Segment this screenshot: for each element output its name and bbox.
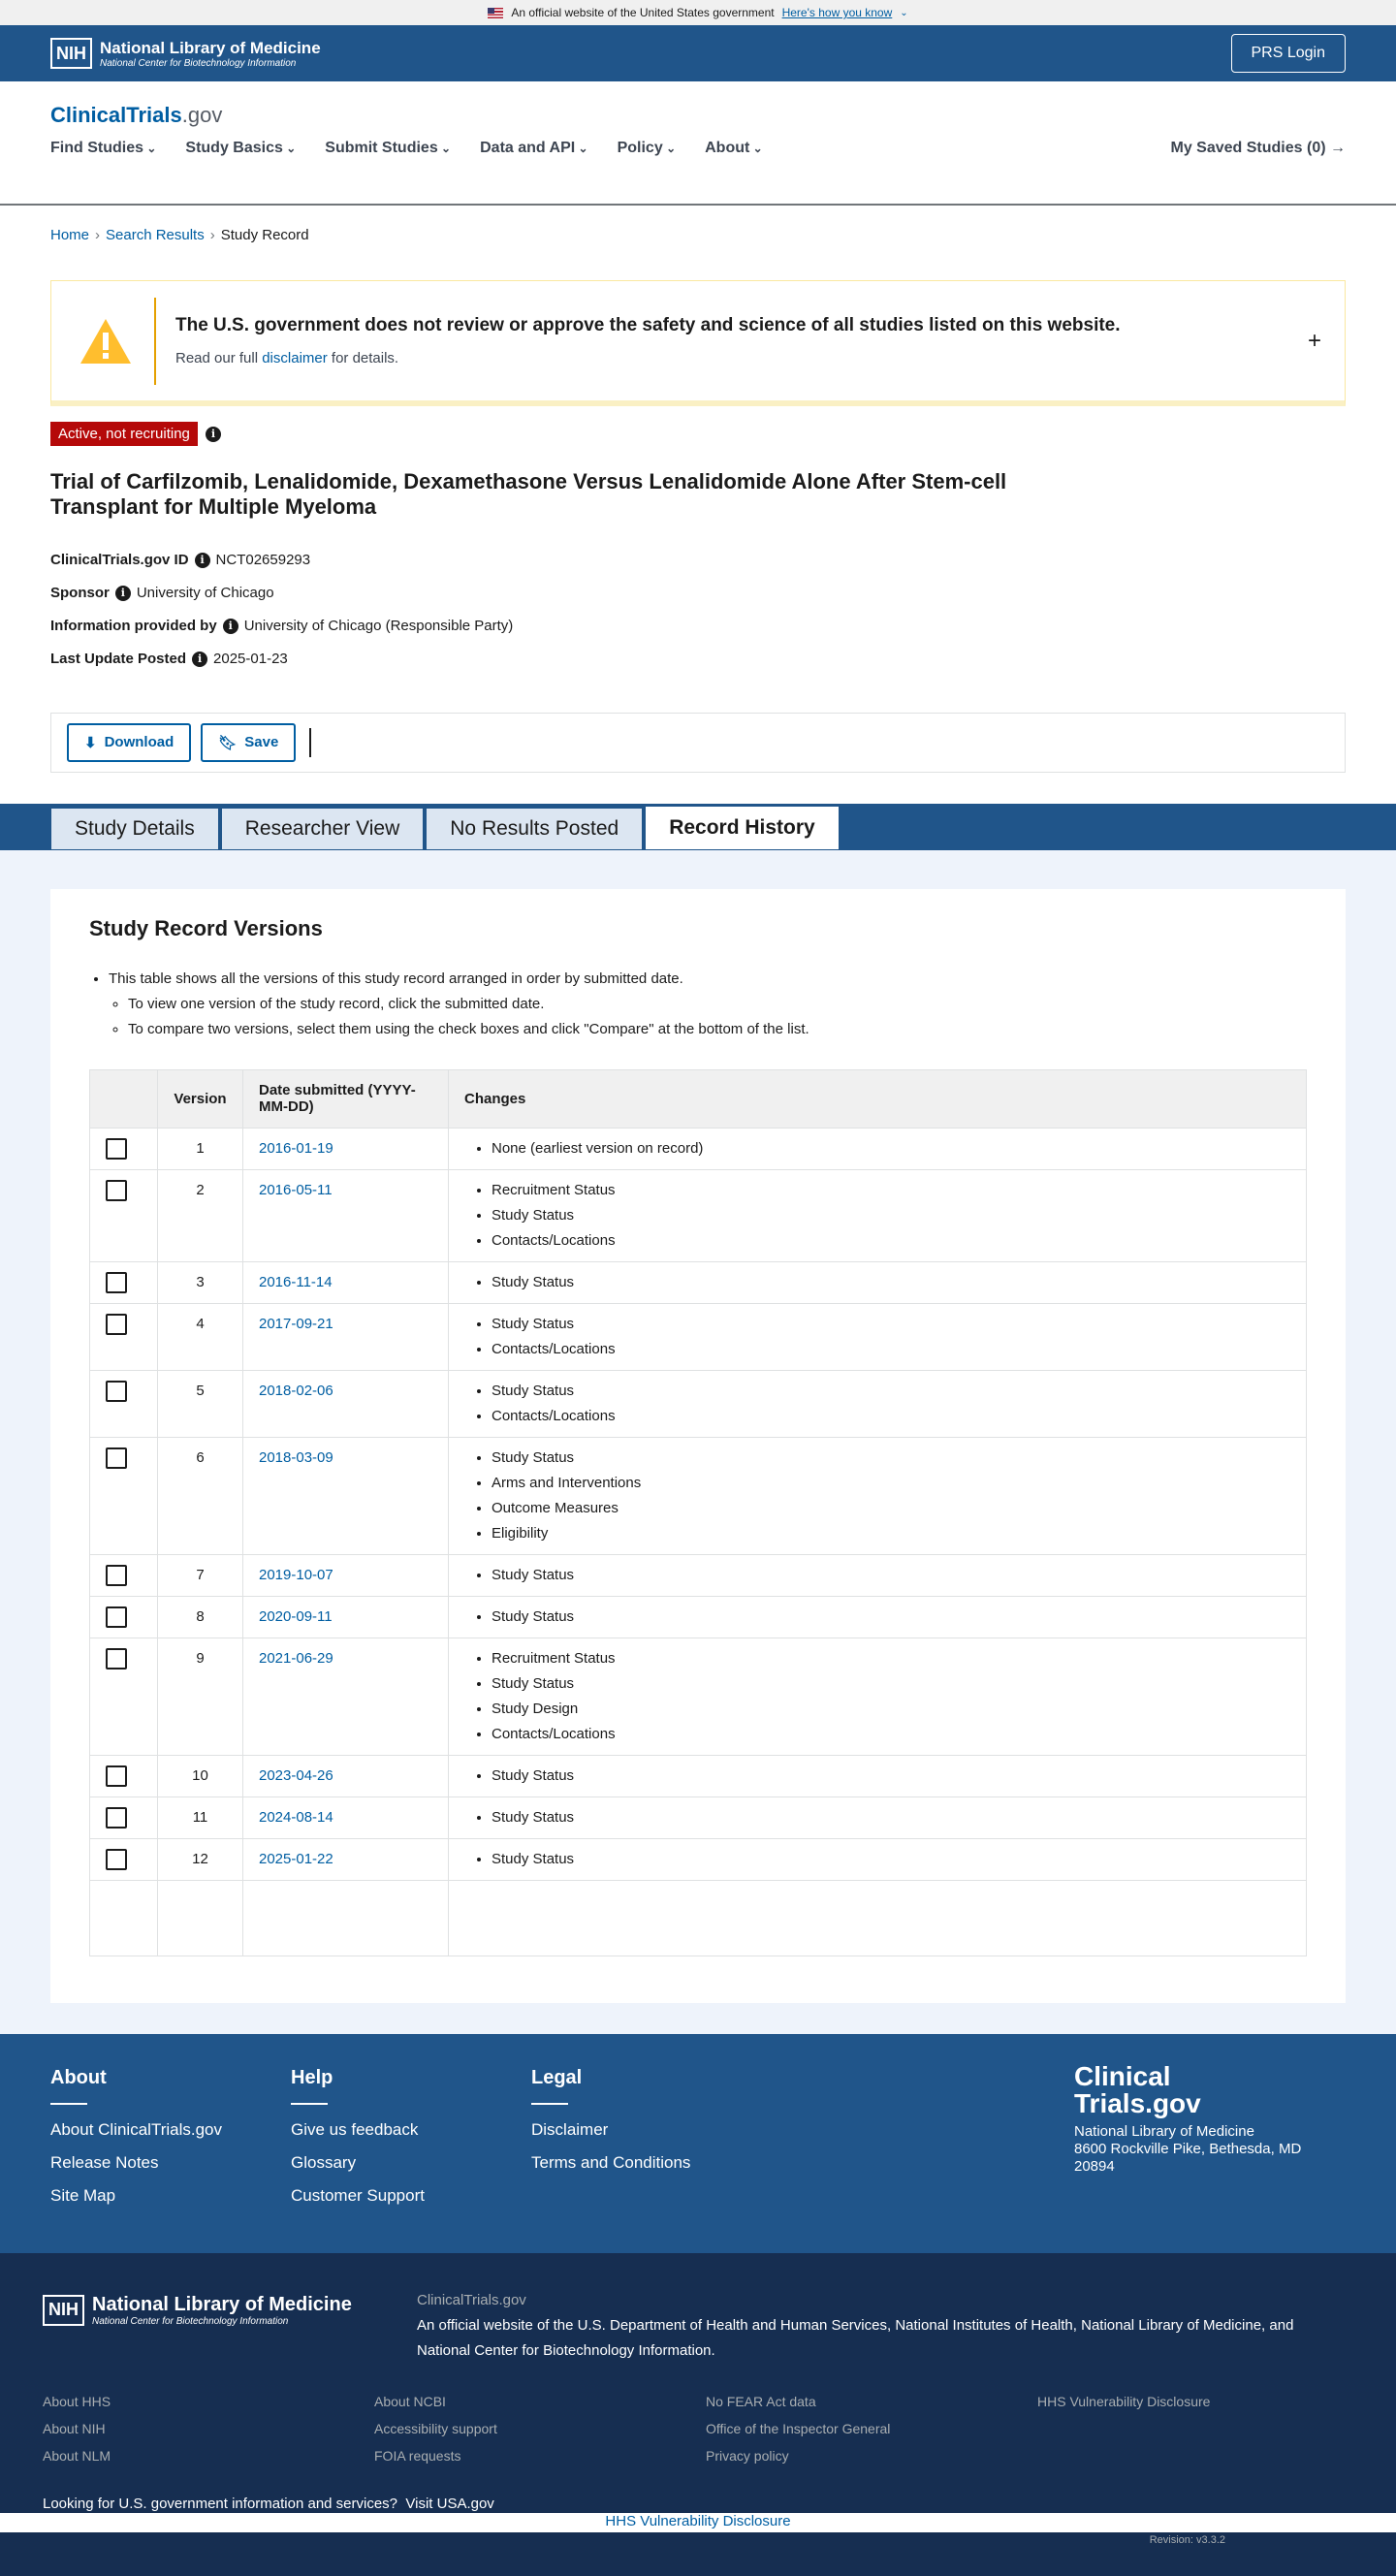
versions-notes xyxy=(89,967,1307,1042)
tabs-bar xyxy=(0,804,1396,850)
nav-about[interactable]: About ⌄ xyxy=(705,140,763,157)
disclaimer-text: Read our full disclaimer for details. xyxy=(175,350,399,366)
change-item: • Study Status xyxy=(492,1379,1290,1404)
version-cell: 10 xyxy=(158,1755,243,1797)
row-select-cell xyxy=(90,1838,158,1880)
hhs-link[interactable]: U.S. Department of Health and Human Services xyxy=(577,2316,887,2334)
footer-link[interactable]: Glossary xyxy=(291,2152,357,2172)
date-cell xyxy=(243,1169,449,1261)
info-icon[interactable]: i xyxy=(223,619,238,634)
changes-cell xyxy=(449,1437,1307,1554)
breadcrumb xyxy=(0,227,1396,243)
version-cell: 3 xyxy=(158,1261,243,1303)
row-select-cell xyxy=(90,1638,158,1755)
versions-table xyxy=(89,1069,1307,1956)
row-select-cell xyxy=(90,1437,158,1554)
table-row xyxy=(90,1128,1307,1169)
date-cell xyxy=(243,1638,449,1755)
tab-researcher-view[interactable]: Researcher View xyxy=(221,808,425,850)
save-label: Save xyxy=(244,734,279,751)
version-date-link[interactable]: 2024-08-14 xyxy=(259,1808,333,1826)
versions-card xyxy=(50,889,1346,2003)
change-item: • Study Status xyxy=(492,1764,1290,1789)
main-nav xyxy=(50,140,1346,157)
row-select-cell xyxy=(90,1169,158,1261)
version-date-link[interactable]: 2018-02-06 xyxy=(259,1382,333,1399)
expand-plus-icon[interactable]: + xyxy=(1307,327,1321,354)
download-icon: ⬇ xyxy=(84,734,97,751)
chevron-down-icon: ⌄ xyxy=(900,7,908,18)
version-cell: 12 xyxy=(158,1838,243,1880)
col-select xyxy=(90,1069,158,1128)
table-row xyxy=(90,1303,1307,1370)
date-cell xyxy=(243,1596,449,1638)
changes-cell xyxy=(449,1169,1307,1261)
divider xyxy=(309,728,311,757)
version-cell: 6 xyxy=(158,1437,243,1554)
last-update-value: 2025-01-23 xyxy=(213,651,288,668)
note-item: • This table shows all the versions of this study record arranged in order by submitted date. xyxy=(109,967,1307,992)
versions-heading: Study Record Versions xyxy=(89,915,323,940)
nlm-name: National Library of Medicine xyxy=(92,2293,352,2315)
download-button[interactable] xyxy=(67,723,191,762)
chevron-right-icon: › xyxy=(209,227,215,243)
study-title: Trial of Carfilzomib, Lenalidomide, Dexamethasone Versus Lenalidomide Alone After Stem-cell Transplant for Multiple Myeloma xyxy=(50,469,1007,520)
version-date-link[interactable]: 2016-11-14 xyxy=(259,1273,333,1290)
footer-help xyxy=(291,2067,425,2219)
changes-cell xyxy=(449,1261,1307,1303)
change-item: • Contacts/Locations xyxy=(492,1722,1290,1747)
row-checkbox[interactable] xyxy=(106,1648,127,1670)
version-date-link[interactable]: 2025-01-22 xyxy=(259,1850,333,1867)
row-checkbox[interactable] xyxy=(106,1180,127,1201)
site-header xyxy=(0,81,1396,206)
version-cell: 2 xyxy=(158,1169,243,1261)
row-select-cell xyxy=(90,1797,158,1838)
nav-submit-studies[interactable]: Submit Studies ⌄ xyxy=(325,140,451,157)
footer-link[interactable]: About ClinicalTrials.gov xyxy=(50,2119,222,2139)
change-item: • Recruitment Status xyxy=(492,1178,1290,1203)
info-provided-label: Information provided by xyxy=(50,618,217,635)
nav-find-studies[interactable]: Find Studies ⌄ xyxy=(50,140,156,157)
row-select-cell xyxy=(90,1755,158,1797)
chevron-right-icon: › xyxy=(95,227,101,243)
table-row xyxy=(90,1755,1307,1797)
version-date-link[interactable]: 2018-03-09 xyxy=(259,1448,333,1466)
nih-logo[interactable] xyxy=(50,38,321,69)
col-date: Date submitted (YYYY-MM-DD) xyxy=(243,1069,449,1128)
download-label: Download xyxy=(104,734,174,751)
row-select-cell xyxy=(90,1596,158,1638)
row-select-cell xyxy=(90,1261,158,1303)
table-row xyxy=(90,1261,1307,1303)
row-checkbox[interactable] xyxy=(106,1849,127,1870)
row-checkbox[interactable] xyxy=(106,1807,127,1829)
save-button[interactable] xyxy=(201,723,296,762)
table-row xyxy=(90,1638,1307,1755)
row-checkbox[interactable] xyxy=(106,1606,127,1628)
table-row xyxy=(90,1437,1307,1554)
footer-link[interactable]: Customer Support xyxy=(291,2185,425,2205)
row-checkbox[interactable] xyxy=(106,1314,127,1335)
version-cell: 8 xyxy=(158,1596,243,1638)
info-icon[interactable]: i xyxy=(115,586,131,601)
changes-cell xyxy=(449,1838,1307,1880)
version-cell: 4 xyxy=(158,1303,243,1370)
nav-data-api[interactable]: Data and API ⌄ xyxy=(480,140,587,157)
footer-link[interactable]: Site Map xyxy=(50,2185,116,2205)
table-row xyxy=(90,1838,1307,1880)
logo-main: ClinicalTrials xyxy=(50,103,182,127)
version-cell: 7 xyxy=(158,1554,243,1596)
version-date-link[interactable]: 2021-06-29 xyxy=(259,1649,333,1667)
ct-label: ClinicalTrials.gov xyxy=(417,2291,526,2308)
col-changes: Changes xyxy=(449,1069,1307,1128)
footer-link[interactable]: Disclaimer xyxy=(531,2119,609,2139)
hhs-vulnerability-link[interactable]: HHS Vulnerability Disclosure xyxy=(605,2513,791,2529)
row-checkbox[interactable] xyxy=(106,1138,127,1160)
change-item: • Contacts/Locations xyxy=(492,1337,1290,1362)
version-date-link[interactable]: 2019-10-07 xyxy=(259,1566,333,1583)
actions-bar xyxy=(50,713,1346,773)
nih-badge: NIH xyxy=(50,38,92,69)
change-item: • Contacts/Locations xyxy=(492,1404,1290,1429)
date-cell xyxy=(243,1755,449,1797)
version-date-link[interactable]: 2017-09-21 xyxy=(259,1315,333,1332)
revision-text: Revision: v3.3.2 xyxy=(1149,2533,1225,2546)
footer-about xyxy=(50,2067,222,2219)
tab-study-details[interactable]: Study Details xyxy=(50,808,219,850)
change-item: • Outcome Measures xyxy=(492,1496,1290,1521)
nct-id: NCT02659293 xyxy=(215,552,311,569)
footer-about-heading: About xyxy=(50,2066,107,2088)
note-item: ◦ To compare two versions, select them using the check boxes and click "Compare" at the bottom of the list. xyxy=(128,1017,1307,1042)
nlm-footer-links xyxy=(43,2394,1369,2464)
bookmark-icon: 🔖︎ xyxy=(218,734,238,751)
status-badge: Active, not recruiting xyxy=(50,422,198,446)
change-item: • None (earliest version on record) xyxy=(492,1136,1290,1161)
disclaimer-alert xyxy=(50,280,1346,406)
nlm-footer-logo[interactable] xyxy=(43,2294,352,2327)
table-empty-row xyxy=(90,1880,1307,1956)
row-checkbox[interactable] xyxy=(106,1565,127,1586)
footer-link[interactable]: About NLM xyxy=(43,2447,111,2464)
breadcrumb-search-results[interactable]: Search Results xyxy=(106,227,205,243)
us-flag-icon xyxy=(488,8,503,18)
site-footer xyxy=(0,2034,1396,2253)
disclaimer-title: The U.S. government does not review or approve the safety and science of all studies listed on this website. xyxy=(175,315,1121,335)
change-item: • Eligibility xyxy=(492,1521,1290,1546)
nih-bar xyxy=(0,25,1396,81)
table-row xyxy=(90,1370,1307,1437)
change-item: • Contacts/Locations xyxy=(492,1228,1290,1254)
bottom-vuln-link-wrap xyxy=(0,2513,1396,2532)
nih-link[interactable]: National Institutes of Health xyxy=(895,2316,1073,2334)
breadcrumb-home[interactable]: Home xyxy=(50,227,90,243)
footer-link[interactable]: About NIH xyxy=(43,2420,106,2436)
nct-id-label: ClinicalTrials.gov ID xyxy=(50,552,189,569)
footer-link[interactable]: Give us feedback xyxy=(291,2119,419,2139)
sponsor-value: University of Chicago xyxy=(136,585,274,602)
nlm-link[interactable]: National Library of Medicine xyxy=(1081,2316,1262,2334)
row-select-cell xyxy=(90,1370,158,1437)
date-cell xyxy=(243,1128,449,1169)
changes-cell xyxy=(449,1370,1307,1437)
table-row xyxy=(90,1596,1307,1638)
changes-cell xyxy=(449,1303,1307,1370)
version-date-link[interactable]: 2023-04-26 xyxy=(259,1766,333,1784)
changes-cell xyxy=(449,1554,1307,1596)
clinicaltrials-logo[interactable] xyxy=(50,103,222,128)
warning-icon xyxy=(79,317,133,366)
tab-no-results-posted[interactable]: No Results Posted xyxy=(426,808,643,850)
change-item: • Study Status xyxy=(492,1203,1290,1228)
date-cell xyxy=(243,1838,449,1880)
nih-badge: NIH xyxy=(43,2295,84,2326)
change-item: • Study Design xyxy=(492,1697,1290,1722)
change-item: • Study Status xyxy=(492,1605,1290,1630)
note-item: ◦ To view one version of the study record, click the submitted date. xyxy=(128,992,1307,1017)
change-item: • Study Status xyxy=(492,1563,1290,1588)
address-line: 8600 Rockville Pike, Bethesda, MD 20894 xyxy=(1074,2140,1302,2175)
date-cell xyxy=(243,1437,449,1554)
address-line: National Library of Medicine xyxy=(1074,2122,1254,2140)
footer-address xyxy=(1074,2060,1326,2176)
table-row xyxy=(90,1797,1307,1838)
date-cell xyxy=(243,1797,449,1838)
row-checkbox[interactable] xyxy=(106,1272,127,1293)
change-item: • Study Status xyxy=(492,1270,1290,1295)
changes-cell xyxy=(449,1755,1307,1797)
logo-gov: .gov xyxy=(181,103,223,127)
changes-cell xyxy=(449,1596,1307,1638)
version-cell: 5 xyxy=(158,1370,243,1437)
changes-cell xyxy=(449,1128,1307,1169)
col-version: Version xyxy=(158,1069,243,1128)
last-update-label: Last Update Posted xyxy=(50,651,187,668)
info-icon[interactable]: i xyxy=(192,652,207,667)
change-item: • Study Status xyxy=(492,1446,1290,1471)
footer-link[interactable]: HHS Vulnerability Disclosure xyxy=(1037,2393,1211,2409)
version-date-link[interactable]: 2016-01-19 xyxy=(259,1139,333,1157)
change-item: • Study Status xyxy=(492,1805,1290,1830)
changes-cell xyxy=(449,1638,1307,1755)
usagov-line: Looking for U.S. government information and services? Visit USA.gov xyxy=(43,2495,494,2512)
saved-studies-link[interactable] xyxy=(1171,140,1347,157)
heres-how-link[interactable]: Here's how you know xyxy=(781,6,893,19)
row-select-cell xyxy=(90,1554,158,1596)
info-icon[interactable]: i xyxy=(195,553,210,568)
change-item: • Study Status xyxy=(492,1847,1290,1872)
saved-studies-label: My Saved Studies (0) xyxy=(1170,140,1326,156)
official-site-text: ClinicalTrials.gov An official website of the U.S. Department of Health and Human Services, National Institutes of Health, National Library of Medicine, and National Center for Biotechnology Information. xyxy=(417,2288,1309,2364)
nav-policy[interactable]: Policy ⌄ xyxy=(618,140,677,157)
change-item: • Recruitment Status xyxy=(492,1646,1290,1671)
date-cell xyxy=(243,1554,449,1596)
date-cell xyxy=(243,1261,449,1303)
ncbi-link[interactable]: National Center for Biotechnology Information xyxy=(417,2341,712,2359)
footer-link[interactable]: No FEAR Act data xyxy=(706,2393,816,2409)
footer-link[interactable]: About NCBI xyxy=(374,2393,446,2409)
arrow-right-icon: → xyxy=(1330,140,1346,156)
info-provided-value: University of Chicago (Responsible Party) xyxy=(243,618,514,635)
version-cell: 9 xyxy=(158,1638,243,1755)
table-row xyxy=(90,1169,1307,1261)
change-item: • Study Status xyxy=(492,1312,1290,1337)
row-checkbox[interactable] xyxy=(106,1447,127,1469)
sponsor-label: Sponsor xyxy=(50,585,110,602)
prs-login-button[interactable]: PRS Login xyxy=(1231,34,1347,73)
version-cell: 11 xyxy=(158,1797,243,1838)
content-area xyxy=(0,850,1396,2034)
row-select-cell xyxy=(90,1303,158,1370)
nav-study-basics[interactable]: Study Basics ⌄ xyxy=(185,140,296,157)
usagov-link[interactable]: Visit USA.gov xyxy=(405,2495,494,2512)
version-date-link[interactable]: 2016-05-11 xyxy=(259,1181,333,1198)
footer-legal-heading: Legal xyxy=(531,2066,583,2088)
gov-banner xyxy=(0,0,1396,25)
date-cell xyxy=(243,1370,449,1437)
table-row xyxy=(90,1554,1307,1596)
date-cell xyxy=(243,1303,449,1370)
tab-record-history[interactable]: Record History xyxy=(645,806,840,850)
footer-link[interactable]: Office of the Inspector General xyxy=(706,2420,891,2436)
study-meta xyxy=(50,544,1346,676)
footer-link[interactable]: Accessibility support xyxy=(374,2420,497,2436)
footer-logo[interactable]: Clinical Trials.gov xyxy=(1074,2060,1201,2118)
row-checkbox[interactable] xyxy=(106,1381,127,1402)
disclaimer-link[interactable]: disclaimer xyxy=(262,350,328,366)
info-icon[interactable]: i xyxy=(206,427,221,442)
nlm-name: National Library of Medicine xyxy=(100,38,321,57)
row-select-cell xyxy=(90,1128,158,1169)
change-item: • Arms and Interventions xyxy=(492,1471,1290,1496)
ncbi-name: National Center for Biotechnology Information xyxy=(100,57,297,69)
footer-link[interactable]: Terms and Conditions xyxy=(531,2152,691,2172)
breadcrumb-current: Study Record xyxy=(220,227,309,243)
ncbi-name: National Center for Biotechnology Information xyxy=(92,2315,289,2327)
changes-cell xyxy=(449,1797,1307,1838)
row-checkbox[interactable] xyxy=(106,1765,127,1787)
gov-banner-text: An official website of the United States government xyxy=(511,6,775,19)
version-date-link[interactable]: 2020-09-11 xyxy=(259,1607,333,1625)
footer-legal xyxy=(531,2067,690,2186)
footer-link[interactable]: Privacy policy xyxy=(706,2447,789,2464)
version-cell: 1 xyxy=(158,1128,243,1169)
footer-link[interactable]: FOIA requests xyxy=(374,2447,461,2464)
footer-link[interactable]: Release Notes xyxy=(50,2152,159,2172)
footer-help-heading: Help xyxy=(291,2066,333,2088)
footer-link[interactable]: About HHS xyxy=(43,2393,111,2409)
change-item: • Study Status xyxy=(492,1671,1290,1697)
